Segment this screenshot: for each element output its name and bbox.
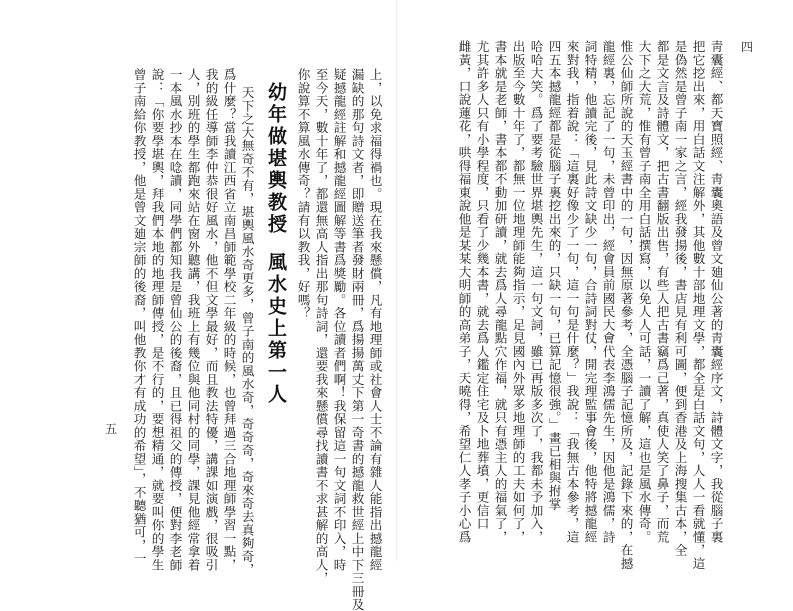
left-page bbox=[0, 0, 396, 611]
chapter-title bbox=[266, 82, 285, 406]
intro-column: 你說算不算風水傳奇？請有以教我，好嗎？ bbox=[295, 68, 311, 320]
right-page bbox=[397, 0, 793, 570]
intro-column: 漏缺的那句詩文者，即贈送筆者發財兩冊，爲揚揚萬丈下第一奇書的撼龍救世經上中下三冊及 bbox=[349, 68, 365, 611]
text-column: 哈哈大笑。爲了要考驗世界堪輿先生，這一句文詞，雖已再版多次了，我都未予加入， bbox=[528, 40, 544, 544]
body-column: 天下之大無奇不有，堪輿風水奇更多，曾子南的風水奇，奇奇奇，奇來奇去真夠奇， bbox=[239, 86, 255, 577]
text-column: 四五本撼龍經都是從腦子裏挖出來的，只缺一句，已算記憶很強。」畫已相與拊掌 bbox=[546, 40, 562, 511]
text-column: 龍經裏，忘記了一句，未曾印出，經會員前國民大會代表李鴻儒先生，因他是鴻儒，詩 bbox=[600, 40, 616, 544]
text-column: 靑囊經、都天寶照經、靑囊奧語及曾文廸仙公著的靑囊經序文，詩體文字，我從腦子裏 bbox=[708, 40, 724, 544]
text-column: 是偽然是曾子南一家之言，經我發揚後，書店見有利可圖，便到香港及上海搜集古本，全 bbox=[672, 40, 688, 557]
chapter-title-sub: 風水史上第一人 bbox=[265, 252, 287, 406]
text-column: 書本就是老師，書本都不動加研讀，就去爲人尋龍點穴作福，就只有憑主人的福氣了， bbox=[492, 40, 508, 544]
text-column: 來對我，指着說：「這裏好像少了一句，這一句是什麼？」我說：「我無古本參考，這 bbox=[564, 40, 580, 544]
intro-column: 至今天，數十年了，都還無高人指出那句詩詞，還要我來懸償尋找讀書不求甚解的高人， bbox=[313, 68, 329, 585]
body-column: 曾子南給你教授，他是曾文廸宗師的後裔，叫他教你才有成功的希望」，不聽猶可，一 bbox=[131, 68, 147, 566]
text-column: 惟公仙師所說的天玉經書中的一句，因無原著參考，全憑腦子記憶所及，記錄下來的，在撼 bbox=[618, 40, 634, 570]
text-column: 出版至今數十年了，都無一位地理師能夠指示，足見國內外眾多地理師的工夫如何了， bbox=[510, 40, 526, 544]
body-column: 一本風水抄本在唸讀，同學們都知我是曾仙公的後裔，且已得祖父的傳授，便對李老師 bbox=[167, 68, 183, 572]
body-column: 說：「你要學堪輿，拜我們本地的地理師傳授，是不行的，要想精通，就要叫你的學生 bbox=[149, 68, 165, 572]
intro-column: 疑撼龍經註解和撼龍經圖解等書爲獎勵。各位讀者們啊！我保留這一句文詞不印入，時 bbox=[331, 68, 347, 572]
text-column: 尤其許多人只有小學程度，只看了少幾本書，就去爲人鑑定住宅及卜地葬墳，更信口 bbox=[474, 40, 490, 531]
text-column: 都是文言及詩體文，把古書翻版出售，有些人把古書竊爲己著，真使人笑了鼻子，而荒 bbox=[654, 40, 670, 544]
page-number: 四 bbox=[741, 40, 754, 54]
text-column: 雌黃，口說蓮花，哄得福東說他是某某大明師的高弟子，天曉得，希望仁人孝子小心爲 bbox=[456, 40, 472, 544]
page-number: 五 bbox=[105, 422, 118, 436]
text-column: 把它挖出來，用白話文注解外，其他數十部地理文學，都全是白話文句，人人一看就懂，這 bbox=[690, 40, 706, 570]
text-column: 大下之大荒，惟有曾子南全用白話撰寫，以免人人可話，一讀了解，這也是風水傳奇。 bbox=[636, 40, 652, 544]
body-column: 我的級任導師李仲恭很好風水，他不但文學最好，而且教法特優，講課如演戲，很吸引 bbox=[203, 68, 219, 572]
chapter-title-main: 幼年做堪輿教授 bbox=[265, 82, 287, 236]
intro-column: 上，以免求福得禍也。現在我來懸償，凡有地理師或社會人士不論有雜人能指出撼龍經 bbox=[367, 68, 383, 572]
body-column: 爲什麼？當我讀江西省立南昌師範學校二年級的時候，也曾拜過三合地理師學習一點， bbox=[221, 68, 237, 572]
text-column: 詞特精，他讀完後，見此詩文缺少一句，合詩詞對仗，開完理監事會後，他特將撼龍經 bbox=[582, 40, 598, 544]
body-column: 人，別班的學生都跑來站在窗外聽講，我班上有幾位與他同村的同學，課見他經常拿着 bbox=[185, 68, 201, 572]
